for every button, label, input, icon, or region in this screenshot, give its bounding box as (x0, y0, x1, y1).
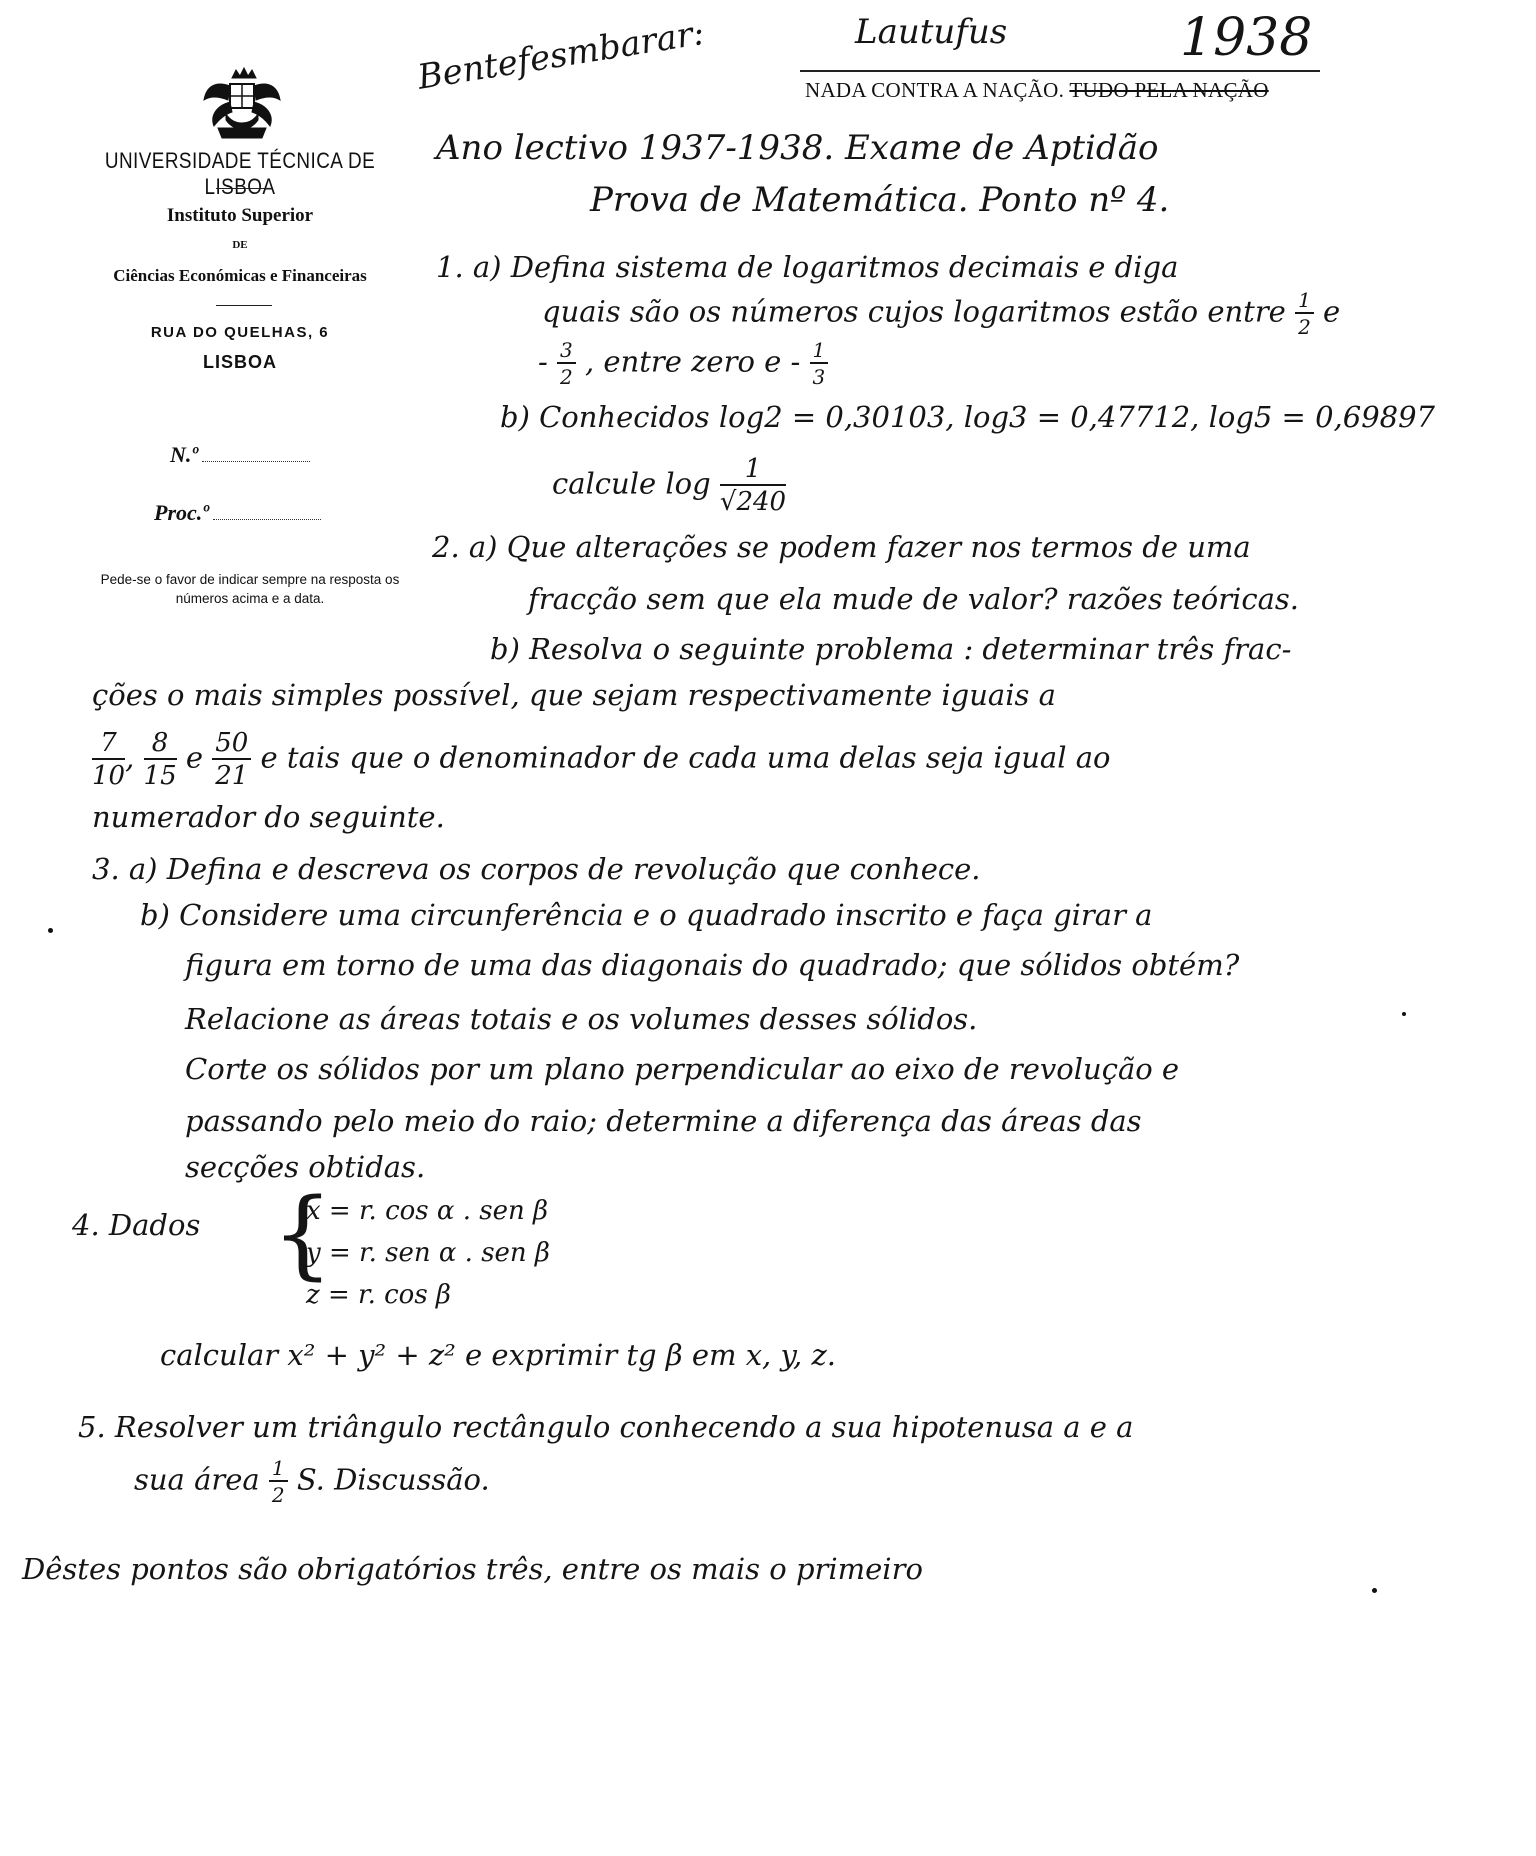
q3b-line-1: b) Considere uma circunferência e o quadrado inscrito e faça girar a (140, 898, 1153, 932)
q1a-line-2-text: quais são os números cujos logaritmos estão entre (542, 294, 1286, 329)
institute-de: DE (232, 239, 248, 251)
q5-line-2: sua área $\frac{1}{2}$ S. Discussão. (134, 1456, 490, 1507)
q4-equation-2: y = r. sen α . sen β (306, 1238, 550, 1268)
divider (216, 188, 272, 189)
fraction: $\frac{1}{3}$ (810, 340, 829, 387)
university-crest-icon (200, 66, 284, 140)
handwritten-top-left: Bentefesmbarar: (414, 12, 708, 98)
number-label: N.º (170, 442, 198, 467)
proc-field (154, 500, 321, 526)
address-street: RUA DO QUELHAS, 6 (150, 324, 330, 341)
number-dotted-line (202, 461, 310, 462)
instruction-note: Pede-se o favor de indicar sempre na resposta os números acima e a data. (100, 572, 400, 606)
proc-label: Proc.º (154, 500, 209, 525)
fraction: $\frac{3}{2}$ (557, 340, 576, 387)
q4-calc-line: calcular x² + y² + z² e exprimir tg β em x, y, z. (160, 1338, 836, 1372)
q4-equation-1: x = r. cos α . sen β (306, 1196, 549, 1226)
q1b-line-2: calcule log $\frac{1}{√240}$ (552, 454, 787, 517)
handwritten-year-tag: 1938 (1180, 8, 1313, 68)
q2b-line-2: ções o mais simples possível, que sejam respectivamente iguais a (92, 678, 1056, 712)
footer-note: Dêstes pontos são obrigatórios três, entre os mais o primeiro (22, 1552, 923, 1586)
q1a-line-3: - $\frac{3}{2}$ , entre zero e - $\frac{1}{3}$ (538, 340, 828, 387)
q2b-line-3: $\frac{7}{10}$ , $\frac{8}{15}$ e $\frac{50}{21}$ e tais que o denominador de cada uma delas seja igual ao (92, 728, 1111, 791)
q3b-line-2: figura em torno de uma das diagonais do quadrado; que sólidos obtém? (185, 948, 1240, 982)
exam-header-line-1: Ano lectivo 1937-1938. Exame de Aptidão (436, 128, 1159, 168)
q1a-line-2: quais são os números cujos logaritmos estão entre $\frac{1}{2}$ e (542, 288, 1341, 339)
handwritten-top-right: Lautufus (855, 12, 1008, 52)
scan-speck (1372, 1588, 1377, 1593)
exam-header-line-2: Prova de Matemática. Ponto nº 4. (590, 180, 1170, 220)
university-name: UNIVERSIDADE TÉCNICA DE LISBOA (104, 148, 376, 199)
scan-speck (1402, 1012, 1406, 1016)
divider (216, 305, 272, 306)
institute-line-2: Ciências Económicas e Financeiras (113, 266, 367, 285)
q2a-line-2: fracção sem que ela mude de valor? razões teóricas. (528, 582, 1299, 616)
q2a-line-1: 2. a) Que alterações se podem fazer nos termos de uma (432, 530, 1251, 564)
q3a-line: 3. a) Defina e descreva os corpos de revolução que conhece. (92, 852, 981, 886)
q1a-line-1: 1. a) Defina sistema de logaritmos decimais e diga (436, 250, 1179, 284)
scan-speck (48, 928, 53, 933)
q3b-line-6: secções obtidas. (185, 1150, 426, 1184)
q3b-line-3: Relacione as áreas totais e os volumes desses sólidos. (185, 1002, 978, 1036)
q1b-line-1: b) Conhecidos log2 = 0,30103, log3 = 0,47712, log5 = 0,69897 (500, 400, 1435, 434)
q4-equation-3: z = r. cos β (306, 1280, 451, 1310)
fraction: $\frac{1}{2}$ (1295, 290, 1314, 337)
proc-dotted-line (213, 519, 321, 520)
q3b-line-4: Corte os sólidos por um plano perpendicular ao eixo de revolução e (185, 1052, 1180, 1086)
q3b-line-5: passando pelo meio do raio; determine a diferença das áreas das (185, 1104, 1142, 1138)
fraction: $\frac{1}{2}$ (269, 1458, 288, 1505)
motto-rule (800, 70, 1320, 72)
number-field (170, 442, 310, 468)
q4-label: 4. Dados (72, 1208, 201, 1242)
motto-part-1: NADA CONTRA A NAÇÃO. (805, 78, 1065, 102)
institute-line-1: Instituto Superior (166, 205, 314, 226)
q5-line-1: 5. Resolver um triângulo rectângulo conhecendo a sua hipotenusa a e a (78, 1410, 1134, 1444)
brace-symbol: { (272, 1178, 334, 1290)
q2b-line-1: b) Resolva o seguinte problema : determinar três frac- (490, 632, 1292, 666)
q2b-line-4: numerador do seguinte. (92, 800, 445, 834)
motto-part-2-struck: TUDO PELA NAÇÃO (1069, 78, 1269, 102)
address-city: LISBOA (202, 352, 277, 372)
fraction: $\frac{8}{15}$ (143, 728, 177, 791)
fraction: $\frac{50}{21}$ (212, 730, 251, 789)
fraction: $\frac{7}{10}$ (92, 728, 126, 791)
fraction: $\frac{1}{√240}$ (719, 454, 787, 517)
motto (805, 78, 1269, 103)
